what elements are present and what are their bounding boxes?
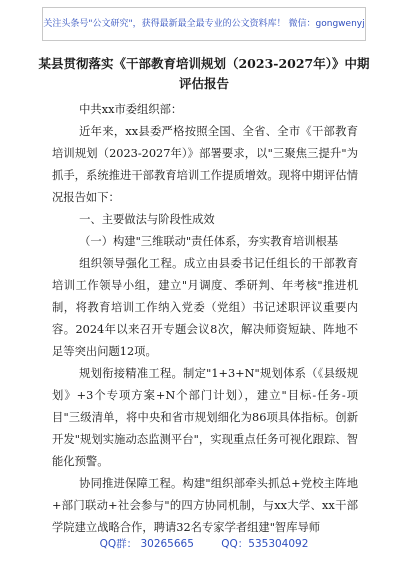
salutation: 中共xx市委组织部： [79,103,183,116]
paragraph-organization: 组织领导强化工程。成立由县委书记任组长的干部教育培训工作领导小组，建立"月调度、季研判、年考核"推进机制，将教育培训工作纳入党委（党组）书记述职评议重要内容。2024年以来召开专题会议8次，解决师资短缺、阵地不足等突出问题12项。 [52,257,358,358]
paragraph-coordination: 协同推进保障工程。构建"组织部牵头抓总+党校主阵地+部门联动+社会参与"的四方协同机制，与xx大学、xx干部学院建立战略合作，聘请32名专家学者组建"智库导师 [52,477,358,534]
footer [0,536,408,551]
header-banner: 关注头条号"公文研究"，获得最新最全最专业的公文资料库！ 微信：gongwenyj [42,7,366,41]
paragraph-intro: 近年来，xx县委严格按照全国、全省、全市《干部教育培训规划（2023-2027年）》部署要求，以"三聚焦三提升"为抓手，系统推进干部教育培训工作提质增效。现将中期评估情况报告如下： [52,125,358,204]
document-title-line2: 评估报告 [178,76,229,91]
paragraph-planning: 规划衔接精准工程。制定"1+3+N"规划体系（《县级规划》+3个专项方案+N个部门计划），建立"目标-任务-项目"三级清单，将中央和省市规划细化为86项具体指标。创新开发"规划实施动态监测平台"，实现重点任务可视化跟踪、智能化预警。 [52,367,358,468]
document-title-line1: 某县贯彻落实《干部教育培训规划（2023-2027年）》中期 [38,56,370,71]
section-heading: 一、主要做法与阶段性成效 [79,213,215,226]
footer-qq-number: QQ：535304092 [221,538,309,550]
subsection-heading: （一）构建"三维联动"责任体系，夯实教育培训根基 [79,235,339,248]
footer-qq-group: QQ群： 30265665 [99,538,194,550]
